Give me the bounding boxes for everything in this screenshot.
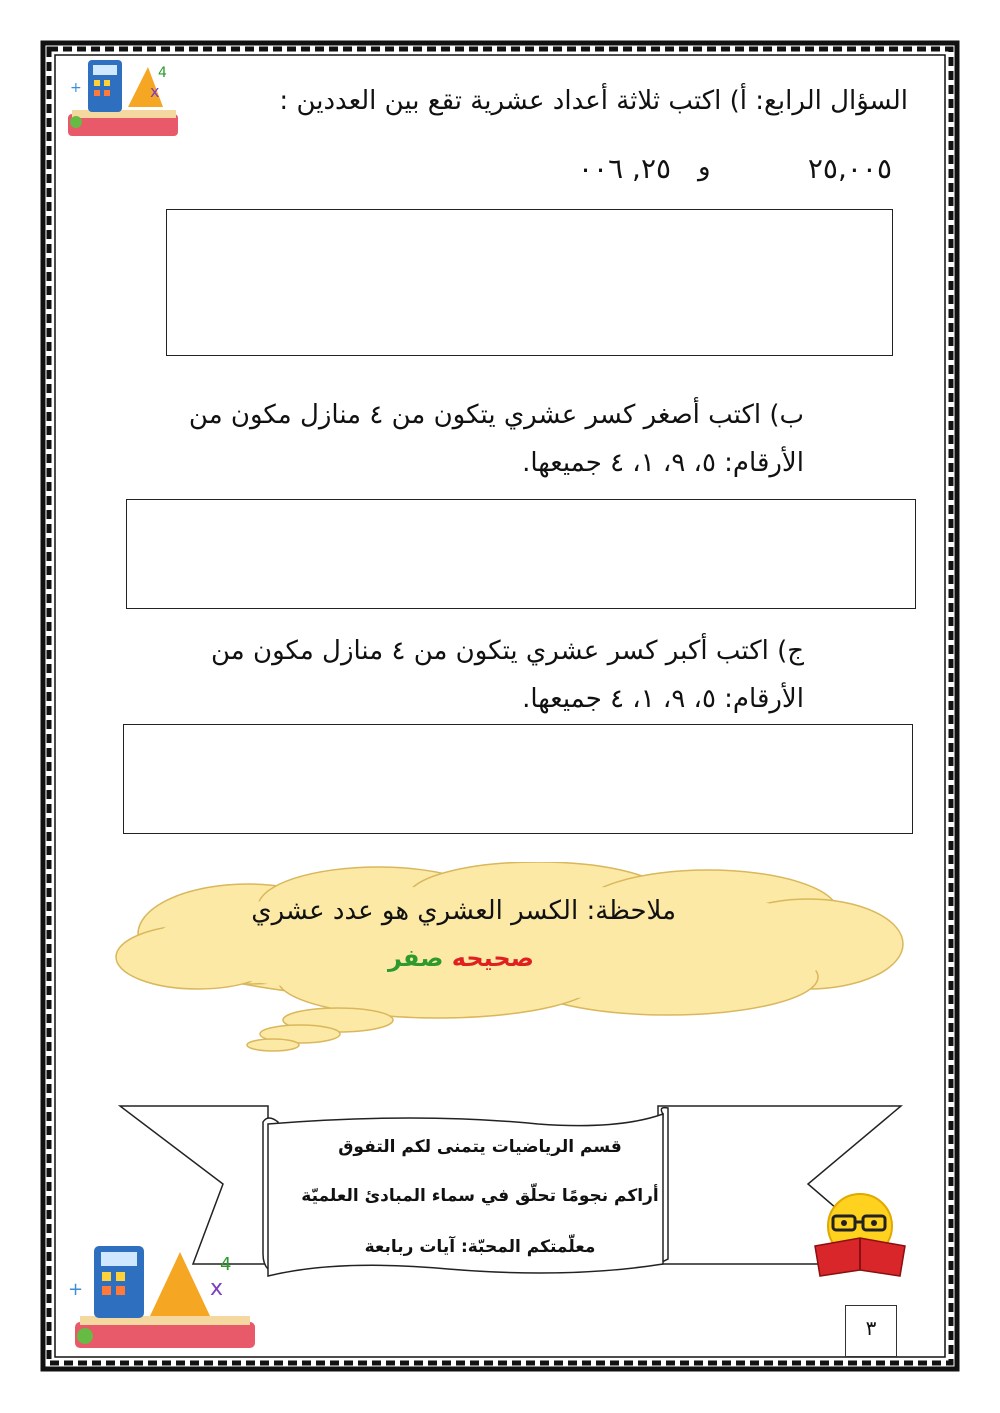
svg-text:4: 4 — [220, 1254, 232, 1275]
part-b-line2: الأرقام: ٥، ٩، ١، ٤ جميعها. — [522, 448, 804, 478]
math-book-icon — [60, 1240, 270, 1358]
svg-text:+: + — [68, 1279, 84, 1300]
number-a: ٢٥,٠٠٥ — [807, 152, 892, 185]
note-answer — [388, 944, 534, 972]
answer-box-b[interactable] — [126, 499, 916, 609]
svg-text:+: + — [70, 80, 82, 96]
banner-line2: أراكم نجومًا تحلّق في سماء المبادئ العلميّة — [301, 1186, 659, 1206]
svg-text:x: x — [150, 82, 160, 101]
question-title: السؤال الرابع: أ) اكتب ثلاثة أعداد عشرية تقع بين العددين : — [279, 86, 908, 116]
math-book-icon — [58, 52, 188, 147]
answer-box-a[interactable] — [166, 209, 893, 356]
page-number-box — [845, 1305, 897, 1357]
option-false[interactable]: صفر — [388, 944, 444, 972]
part-c-line1: ج) اكتب أكبر كسر عشري يتكون من ٤ منازل مكون من — [211, 636, 804, 666]
part-b-line1: ب) اكتب أصغر كسر عشري يتكون من ٤ منازل مكون من — [188, 400, 804, 430]
note-text: ملاحظة: الكسر العشري هو عدد عشري — [251, 896, 676, 926]
number-b: ٢٥, ٠٠٦ — [578, 152, 672, 185]
banner-line1: قسم الرياضيات يتمنى لكم التفوق — [338, 1137, 622, 1157]
svg-text:4: 4 — [158, 65, 167, 81]
connector-word: و — [698, 152, 711, 182]
svg-text:x: x — [210, 1276, 224, 1301]
reading-smiley-icon — [805, 1188, 915, 1280]
banner-line3: معلّمتكم المحبّة: آيات ربابعة — [364, 1237, 596, 1257]
part-c-line2: الأرقام: ٥، ٩، ١، ٤ جميعها. — [522, 684, 804, 714]
option-true[interactable]: صحيحه — [451, 944, 534, 972]
page-number: ٣ — [865, 1316, 877, 1340]
answer-box-c[interactable] — [123, 724, 913, 834]
